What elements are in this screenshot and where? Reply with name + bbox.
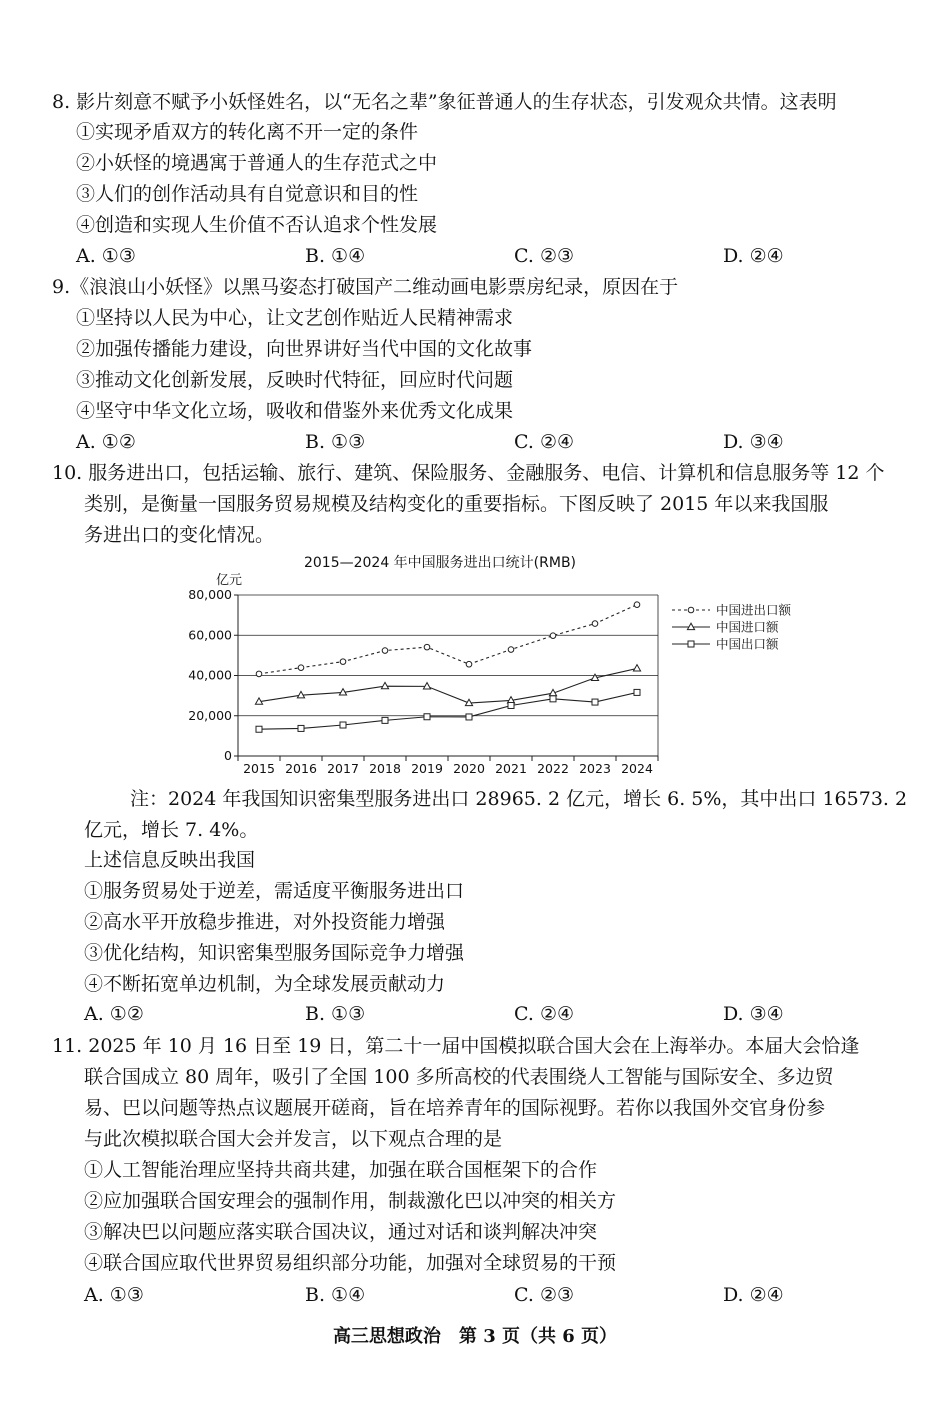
x-tick-label: 2015 (243, 761, 275, 776)
x-tick-label: 2017 (327, 761, 359, 776)
q10-item-3: ③优化结构，知识密集型服务国际竞争力增强 (84, 942, 465, 964)
legend-marker-triangle (687, 623, 694, 629)
q8-stem: 8. 影片刻意不赋予小妖怪姓名，以“无名之辈”象征普通人的生存状态，引发观众共情。这表明 (52, 91, 837, 113)
q11-option-d[interactable]: D. ②④ (723, 1284, 784, 1306)
x-tick-label: 2023 (579, 761, 611, 776)
q9-item-3: ③推动文化创新发展，反映时代特征，回应时代问题 (76, 369, 514, 391)
q8-item-4: ④创造和实现人生价值不否认追求个性发展 (76, 214, 438, 236)
y-tick-label: 40,000 (188, 667, 232, 683)
q10-lead: 上述信息反映出我国 (84, 849, 256, 871)
q9-option-d[interactable]: D. ③④ (723, 431, 784, 453)
x-tick-label: 2018 (369, 761, 401, 776)
data-point-square (340, 722, 346, 728)
data-point-triangle (381, 682, 388, 688)
data-point-square (508, 702, 514, 708)
legend-marker-circle (688, 607, 694, 613)
data-point-circle (424, 644, 430, 650)
q10-item-2: ②高水平开放稳步推进，对外投资能力增强 (84, 911, 446, 933)
q11-item-1: ①人工智能治理应坚持共商共建，加强在联合国框架下的合作 (84, 1159, 598, 1181)
x-tick-label: 2019 (411, 761, 443, 776)
legend-label: 中国出口额 (716, 636, 779, 652)
legend-marker-square (688, 641, 694, 647)
chart-title: 2015—2024 年中国服务进出口统计(RMB) (303, 555, 577, 571)
q11-stem-line-4: 与此次模拟联合国大会并发言，以下观点合理的是 (84, 1128, 503, 1150)
q11-stem-line-3: 易、巴以问题等热点议题展开磋商，旨在培养青年的国际视野。若你以我国外交官身份参 (84, 1097, 826, 1119)
q10-item-1: ①服务贸易处于逆差，需适度平衡服务进出口 (84, 880, 465, 902)
service-trade-chart (60, 548, 900, 783)
data-point-square (256, 726, 262, 732)
data-point-circle (508, 647, 514, 653)
chart-legend (672, 603, 792, 652)
legend-label: 中国进出口额 (716, 602, 792, 618)
data-point-circle (298, 665, 304, 671)
q9-option-a[interactable]: A. ①② (76, 431, 136, 453)
x-tick-label: 2020 (453, 761, 485, 776)
q8-item-3: ③人们的创作活动具有自觉意识和目的性 (76, 183, 419, 205)
q8-option-b[interactable]: B. ①④ (305, 245, 366, 267)
data-point-circle (550, 633, 556, 639)
data-point-circle (256, 671, 262, 677)
q10-item-4: ④不断拓宽单边机制，为全球发展贡献动力 (84, 973, 446, 995)
x-tick-label: 2024 (621, 761, 653, 776)
y-axis-label: 亿元 (216, 573, 243, 588)
q9-item-1: ①坚持以人民为中心，让文艺创作贴近人民精神需求 (76, 307, 514, 329)
y-tick-label: 0 (224, 748, 232, 763)
data-point-triangle (633, 665, 640, 671)
data-point-circle (382, 648, 388, 654)
data-point-circle (592, 621, 598, 627)
x-tick-label: 2021 (495, 761, 527, 776)
q11-option-a[interactable]: A. ①③ (84, 1284, 144, 1306)
page-footer: 高三思想政治 第 3 页（共 6 页） (332, 1326, 618, 1347)
data-point-circle (340, 659, 346, 665)
data-point-triangle (423, 683, 430, 689)
data-point-square (592, 699, 598, 705)
data-point-square (298, 725, 304, 731)
chart-series (255, 602, 640, 732)
q11-stem-line-1: 11. 2025 年 10 月 16 日至 19 日，第二十一届中国模拟联合国大会在上海举办。本届大会恰逢 (52, 1035, 860, 1057)
series-line-1 (259, 605, 637, 674)
x-tick-label: 2016 (285, 761, 317, 776)
q10-option-b[interactable]: B. ①③ (305, 1003, 366, 1025)
y-tick-label: 60,000 (188, 627, 232, 643)
q11-item-2: ②应加强联合国安理会的强制作用，制裁激化巴以冲突的相关方 (84, 1190, 617, 1212)
data-point-square (634, 689, 640, 695)
q10-stem-line-2: 类别，是衡量一国服务贸易规模及结构变化的重要指标。下图反映了 2015 年以来我国服 (84, 493, 829, 515)
q9-stem: 9.《浪浪山小妖怪》以黑马姿态打破国产二维动画电影票房纪录，原因在于 (52, 276, 679, 298)
q8-option-a[interactable]: A. ①③ (76, 245, 136, 267)
series-line-2 (259, 668, 637, 703)
q8-option-d[interactable]: D. ②④ (723, 245, 784, 267)
data-point-square (550, 696, 556, 702)
q10-stem-line-1: 10. 服务进出口，包括运输、旅行、建筑、保险服务、金融服务、电信、计算机和信息服务等 12 个 (52, 462, 885, 484)
data-point-circle (634, 602, 640, 608)
q10-note-line-1: 注：2024 年我国知识密集型服务进出口 28965. 2 亿元，增长 6. 5%，其中出口 16573. 2 (130, 788, 908, 810)
q11-option-b[interactable]: B. ①④ (305, 1284, 366, 1306)
series-line-3 (259, 692, 637, 729)
q10-option-d[interactable]: D. ③④ (723, 1003, 784, 1025)
q10-note-line-2: 亿元，增长 7. 4%。 (84, 819, 259, 841)
q11-option-c[interactable]: C. ②③ (514, 1284, 575, 1306)
data-point-circle (466, 661, 472, 667)
data-point-square (382, 717, 388, 723)
x-tick-label: 2022 (537, 761, 569, 776)
y-tick-label: 20,000 (188, 707, 232, 723)
y-tick-labels (188, 587, 232, 763)
x-tick-labels (243, 761, 653, 776)
data-point-square (466, 714, 472, 720)
data-point-square (424, 714, 430, 720)
q8-item-1: ①实现矛盾双方的转化离不开一定的条件 (76, 121, 419, 143)
q10-stem-line-3: 务进出口的变化情况。 (84, 524, 275, 546)
q10-option-c[interactable]: C. ②④ (514, 1003, 575, 1025)
q8-option-c[interactable]: C. ②③ (514, 245, 575, 267)
q11-item-4: ④联合国应取代世界贸易组织部分功能，加强对全球贸易的干预 (84, 1252, 617, 1274)
legend-label: 中国进口额 (716, 619, 779, 635)
y-tick-label: 80,000 (188, 587, 232, 602)
q11-item-3: ③解决巴以问题应落实联合国决议，通过对话和谈判解决冲突 (84, 1221, 598, 1243)
q11-stem-line-2: 联合国成立 80 周年，吸引了全国 100 多所高校的代表围绕人工智能与国际安全、多边贸 (84, 1066, 834, 1088)
q10-option-a[interactable]: A. ①② (84, 1003, 144, 1025)
q9-option-c[interactable]: C. ②④ (514, 431, 575, 453)
q9-item-2: ②加强传播能力建设，向世界讲好当代中国的文化故事 (76, 338, 533, 360)
q9-item-4: ④坚守中华文化立场，吸收和借鉴外来优秀文化成果 (76, 400, 514, 422)
q8-item-2: ②小妖怪的境遇寓于普通人的生存范式之中 (76, 152, 438, 174)
q9-option-b[interactable]: B. ①③ (305, 431, 366, 453)
